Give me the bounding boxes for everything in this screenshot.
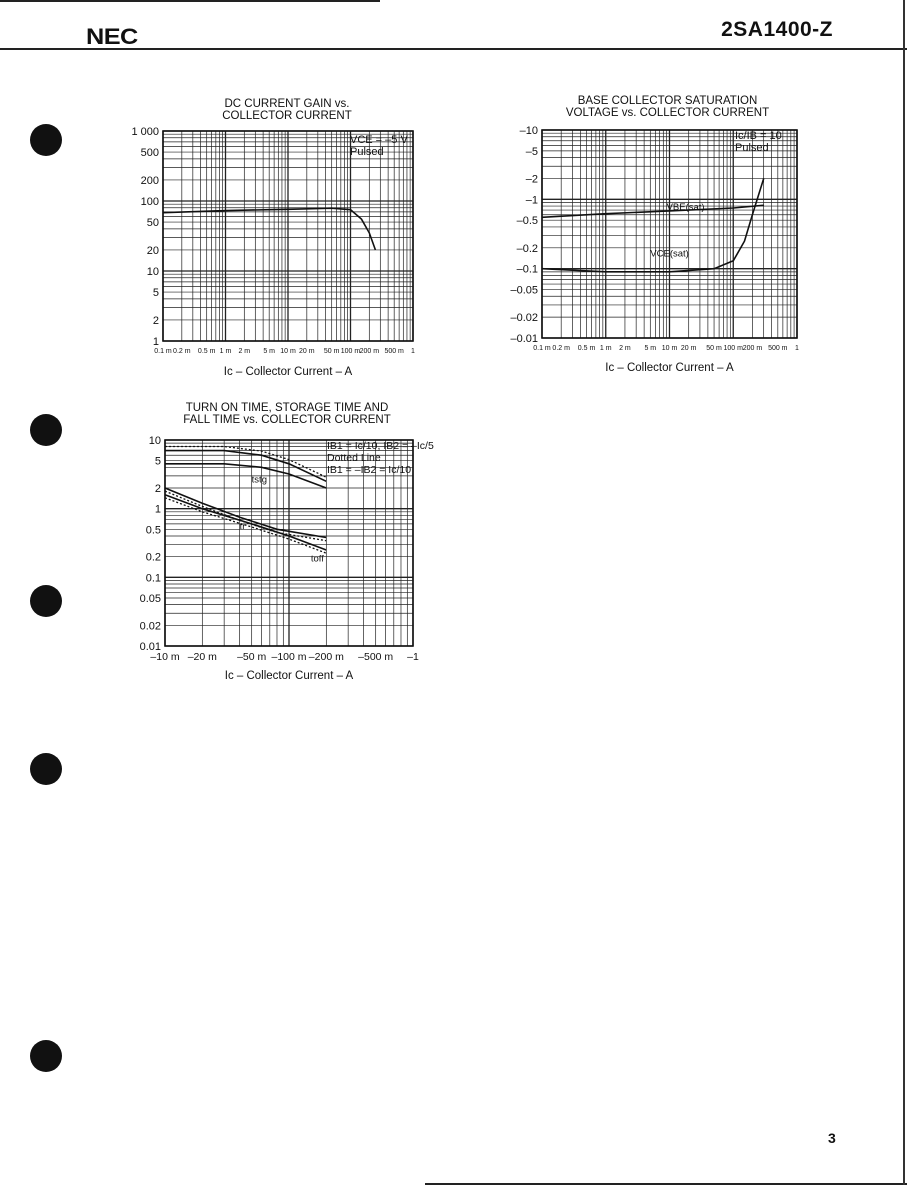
- y-tick-label: 20: [146, 244, 159, 257]
- x-axis-title: Ic – Collector Current – A: [605, 362, 734, 374]
- y-tick-label: 1: [152, 336, 159, 348]
- x-tick-label: 0.2 m: [173, 348, 191, 355]
- x-tick-label: 10 m: [280, 348, 296, 355]
- y-tick-label: 10: [148, 435, 161, 447]
- chart-plot: [131, 126, 415, 355]
- chart-title: [162, 98, 412, 122]
- x-tick-label: –100 m: [271, 651, 307, 663]
- x-tick-label: 200 m: [359, 348, 380, 355]
- y-tick-label: –1: [525, 194, 538, 207]
- x-tick-label: 1 m: [599, 345, 612, 352]
- x-tick-label: 0.1 m: [533, 345, 551, 352]
- annotation-line: Ic/IB = 10: [735, 130, 782, 142]
- x-tick-label: 1: [411, 348, 415, 355]
- y-tick-label: 10: [146, 266, 159, 278]
- y-tick-label: 0.05: [139, 593, 161, 606]
- y-tick-label: 0.01: [139, 641, 161, 653]
- y-tick-label: 1 000: [131, 126, 159, 138]
- y-tick-label: 2: [154, 482, 161, 495]
- annotation-line: VCE = –5 V: [350, 134, 408, 146]
- punch-hole: [30, 1040, 62, 1072]
- y-tick-label: –5: [525, 145, 538, 158]
- part-number: 2SA1400-Z: [721, 18, 833, 41]
- x-tick-label: –20 m: [187, 651, 217, 663]
- x-tick-label: –1: [407, 651, 419, 663]
- y-tick-label: 0.2: [145, 551, 161, 564]
- y-tick-label: 5: [152, 287, 159, 300]
- series-label: VCE(sat): [650, 248, 689, 260]
- x-tick-label: –50 m: [237, 651, 267, 663]
- x-tick-label: 100 m: [340, 348, 361, 355]
- chart-annotation: [735, 130, 782, 154]
- series-line: [165, 488, 326, 538]
- x-tick-label: 0.1 m: [154, 348, 172, 355]
- annotation-line: Pulsed: [350, 146, 384, 158]
- y-tick-label: 200: [140, 174, 159, 187]
- x-tick-label: 10 m: [661, 345, 678, 352]
- x-tick-label: 5 m: [263, 348, 276, 355]
- x-tick-label: –200 m: [308, 651, 344, 663]
- page-number: 3: [828, 1130, 836, 1146]
- chart-title: [162, 402, 412, 426]
- chart-title-line: DC CURRENT GAIN vs.: [224, 98, 350, 110]
- punch-hole: [30, 124, 62, 156]
- y-tick-label: 5: [154, 455, 161, 468]
- x-tick-label: 20 m: [680, 345, 697, 352]
- x-tick-label: 0.5 m: [197, 348, 216, 355]
- chart-annotation: [327, 440, 434, 476]
- y-tick-label: –0.1: [516, 263, 538, 276]
- x-tick-label: 2 m: [619, 345, 631, 352]
- y-tick-label: –0.05: [510, 284, 538, 297]
- y-tick-label: 500: [140, 147, 159, 160]
- x-tick-label: –10 m: [150, 651, 180, 663]
- x-tick-label: 1 m: [219, 348, 232, 355]
- annotation-line: IB1 = Ic/10, IB2 = –Ic/5: [327, 440, 434, 452]
- company-logo: NEC: [86, 24, 138, 49]
- annotation-line: IB1 = –IB2 = Ic/10: [327, 464, 412, 476]
- x-tick-label: 500 m: [384, 348, 404, 355]
- y-tick-label: 0.5: [145, 524, 161, 537]
- series-label: tr: [239, 521, 246, 533]
- series-label: tstg: [251, 474, 267, 486]
- y-tick-label: 100: [140, 196, 159, 208]
- y-tick-label: –0.01: [510, 333, 538, 345]
- punch-hole: [30, 753, 62, 785]
- annotation-line: Dotted Line: [327, 452, 381, 464]
- x-axis-title: Ic – Collector Current – A: [224, 670, 354, 682]
- annotation-line: Pulsed: [735, 142, 769, 154]
- x-tick-label: 0.2 m: [552, 345, 570, 352]
- y-tick-label: –0.2: [516, 242, 538, 255]
- series-label: VBE(sat): [666, 202, 705, 214]
- x-tick-label: 500 m: [768, 345, 788, 352]
- chart-title-line: TURN ON TIME, STORAGE TIME AND: [185, 402, 389, 414]
- chart-annotation: [350, 134, 408, 158]
- chart-plot: [510, 125, 799, 352]
- y-tick-label: –10: [519, 125, 538, 137]
- x-tick-label: 0.5 m: [577, 345, 596, 352]
- chart-title: [540, 95, 795, 119]
- y-tick-label: 50: [146, 217, 159, 230]
- y-tick-label: –2: [525, 173, 538, 186]
- chart-title-line: FALL TIME vs. COLLECTOR CURRENT: [183, 414, 391, 426]
- x-tick-label: 1: [795, 345, 799, 352]
- x-tick-label: –500 m: [358, 651, 394, 663]
- x-tick-label: 50 m: [323, 348, 340, 355]
- x-tick-label: 200 m: [742, 345, 763, 352]
- y-tick-label: 1: [154, 503, 161, 516]
- y-tick-label: 0.02: [139, 620, 161, 633]
- series-line: [165, 495, 326, 550]
- punch-hole: [30, 414, 62, 446]
- punch-hole: [30, 585, 62, 617]
- page-edge: [903, 0, 905, 1185]
- x-tick-label: 5 m: [644, 345, 657, 352]
- x-tick-label: 2 m: [238, 348, 251, 355]
- series-label: toff: [310, 553, 324, 565]
- x-tick-label: 20 m: [299, 348, 315, 355]
- x-axis-title: Ic – Collector Current – A: [223, 366, 353, 378]
- y-tick-label: 2: [152, 314, 159, 327]
- x-tick-label: 50 m: [706, 345, 722, 352]
- chart-title-line: BASE COLLECTOR SATURATION: [577, 95, 758, 107]
- x-tick-label: 100 m: [723, 345, 743, 352]
- y-tick-label: 0.1: [145, 572, 161, 585]
- y-tick-label: –0.02: [510, 312, 538, 325]
- chart-title-line: COLLECTOR CURRENT: [222, 110, 352, 122]
- chart-title-line: VOLTAGE vs. COLLECTOR CURRENT: [565, 107, 770, 119]
- header-rule-top: [0, 0, 380, 2]
- y-tick-label: –0.5: [516, 215, 538, 228]
